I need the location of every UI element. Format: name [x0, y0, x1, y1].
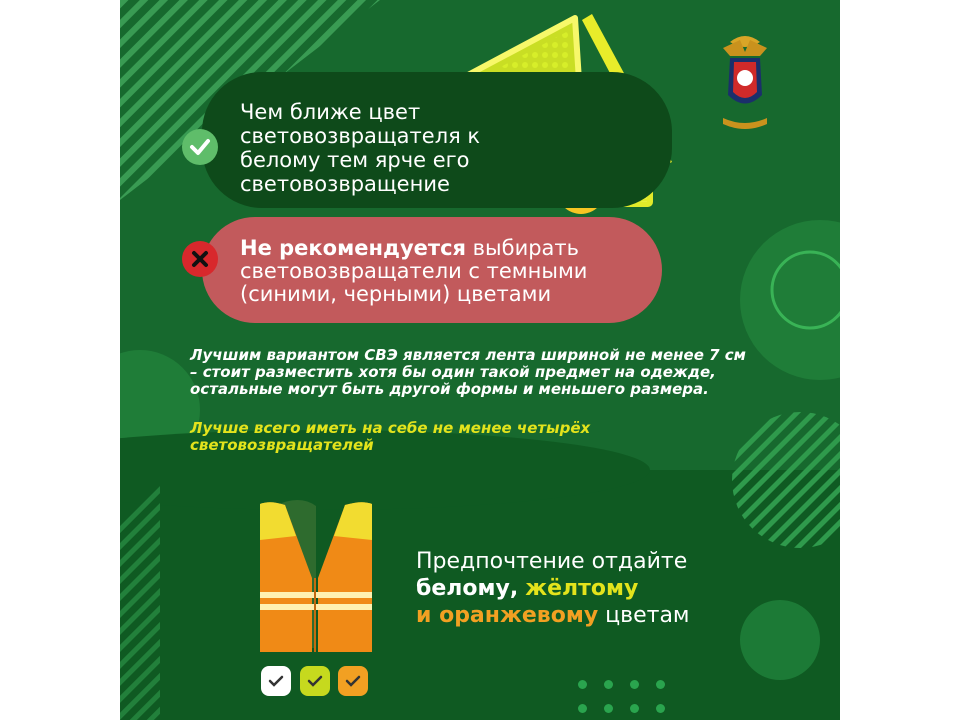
decor-dot	[656, 680, 665, 689]
negative-tip-text	[240, 237, 620, 306]
preference-tail: цветам	[605, 603, 690, 628]
check-icon	[182, 129, 218, 165]
decor-dot	[578, 680, 587, 689]
infographic-poster	[120, 0, 840, 720]
swatch-orange	[338, 666, 368, 696]
decor-dot	[604, 704, 613, 713]
police-emblem-icon	[723, 36, 767, 129]
preference-orange: и оранжевому	[416, 603, 599, 628]
decor-dot	[630, 704, 639, 713]
decor-dot	[656, 704, 665, 713]
preference-white: белому,	[416, 576, 519, 601]
decor-dot	[630, 680, 639, 689]
preference-yellow: жёлтому	[525, 576, 639, 601]
positive-tip-text: Чем ближе цвет световозвращателя к белому тем ярче его световозвращение	[240, 100, 481, 196]
swatch-white	[261, 666, 291, 696]
negative-tip-emphasis: Не рекомендуется	[240, 236, 466, 260]
decor-dot	[604, 680, 613, 689]
cross-icon	[182, 241, 218, 277]
swatch-yellow	[300, 666, 330, 696]
info-paragraph: Лучшим вариантом СВЭ является лента шириной не менее 7 см – стоит разместить хотя бы один такой предмет на одежде, остальные могут быть другой формы и меньшего размера.	[190, 346, 746, 398]
preference-line-1: Предпочтение отдайте	[416, 549, 688, 574]
negative-tip-body: выбирать световозвращатели с темными (синими, черными) цветами	[240, 236, 588, 306]
color-preference-text	[416, 548, 736, 629]
safety-vest-icon	[260, 500, 372, 652]
info-highlight: Лучше всего иметь на себе не менее четырёх световозвращателей	[190, 419, 591, 454]
decor-dot	[578, 704, 587, 713]
